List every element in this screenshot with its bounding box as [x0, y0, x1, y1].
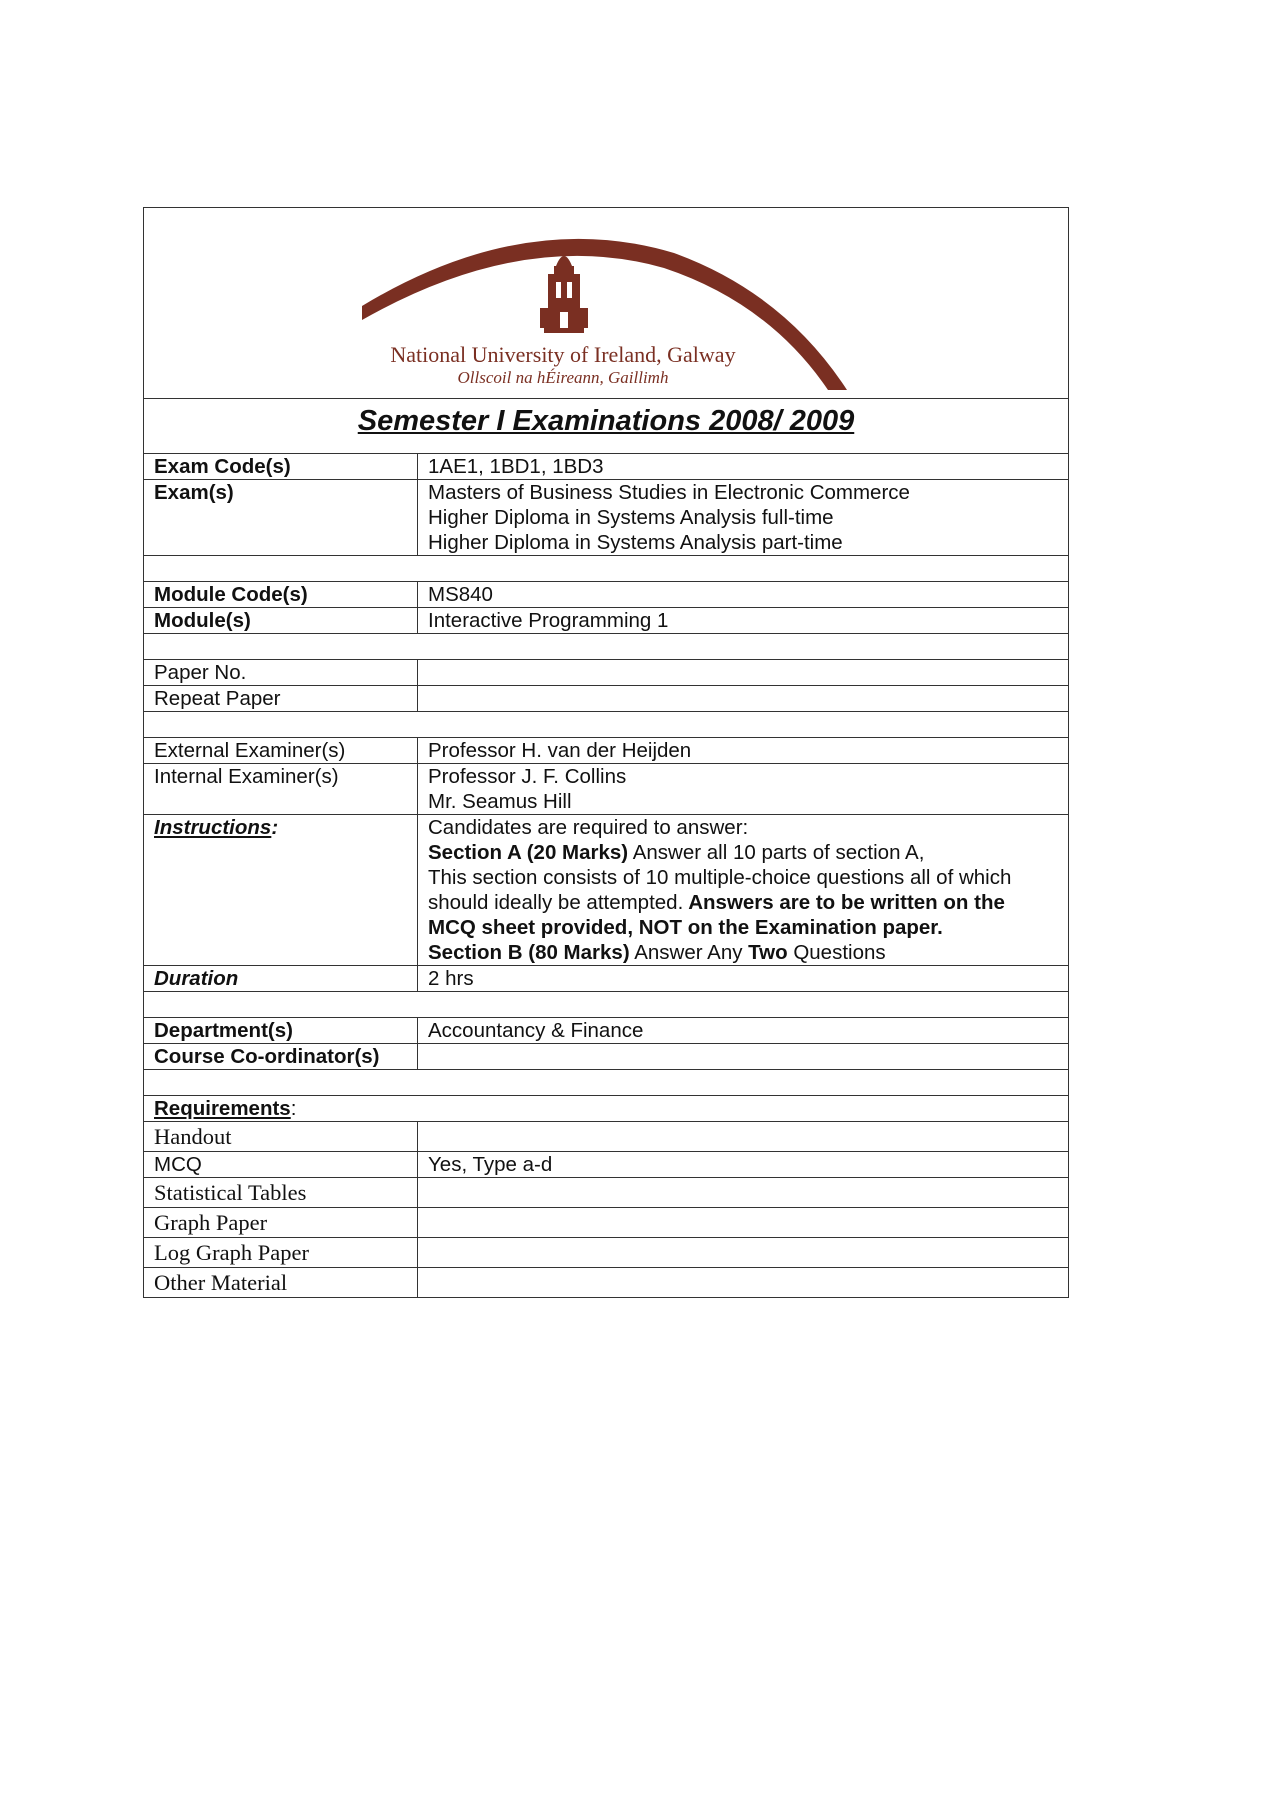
exams-row [144, 480, 1068, 556]
logo-cell [144, 208, 1068, 399]
requirements-heading-cell [144, 1096, 1068, 1122]
requirements-heading-row [144, 1096, 1068, 1122]
module-name-value: Interactive Programming 1 [418, 608, 1069, 634]
requirement-value [418, 1208, 1069, 1238]
exam-code-label: Exam Code(s) [144, 454, 418, 480]
coordinator-row [144, 1044, 1068, 1070]
exam-code-value: 1AE1, 1BD1, 1BD3 [418, 454, 1069, 480]
instructions-value [418, 815, 1069, 966]
duration-row [144, 966, 1068, 992]
coordinator-value [418, 1044, 1069, 1070]
requirement-value: Yes, Type a-d [418, 1152, 1069, 1178]
department-value: Accountancy & Finance [418, 1018, 1069, 1044]
instructions-label: Instructions [154, 816, 272, 839]
requirement-name: Statistical Tables [144, 1178, 418, 1208]
instructions-label-suffix: : [271, 816, 279, 839]
module-name-row [144, 608, 1068, 634]
requirement-name: Other Material [144, 1268, 418, 1298]
paper-number-row [144, 660, 1068, 686]
requirements-label-suffix: : [290, 1097, 297, 1120]
coordinator-label: Course Co-ordinator(s) [144, 1044, 418, 1070]
instructions-row [144, 815, 1068, 966]
university-logo [144, 208, 1070, 398]
exam-name: Masters of Business Studies in Electronic Commerce [428, 481, 910, 504]
requirement-name: Graph Paper [144, 1208, 418, 1238]
internal-examiner-row [144, 764, 1068, 815]
requirement-name: Log Graph Paper [144, 1238, 418, 1268]
internal-examiner-name: Mr. Seamus Hill [428, 790, 572, 813]
requirement-value [418, 1268, 1069, 1298]
external-examiner-row [144, 738, 1068, 764]
requirement-row [144, 1238, 1068, 1268]
duration-value: 2 hrs [418, 966, 1069, 992]
instructions-label-cell [144, 815, 418, 966]
requirement-row [144, 1208, 1068, 1238]
page-title: Semester I Examinations 2008/ 2009 [357, 405, 855, 437]
requirement-row [144, 1122, 1068, 1152]
section-b-end: Questions [787, 941, 886, 964]
department-row [144, 1018, 1068, 1044]
repeat-paper-value [418, 686, 1069, 712]
paper-number-label: Paper No. [144, 660, 418, 686]
spacer-row [144, 634, 1068, 660]
cover-frame [143, 207, 1069, 1298]
university-irish-name: Ollscoil na hÉireann, Gaillimh [457, 368, 669, 387]
module-code-label: Module Code(s) [144, 582, 418, 608]
spacer-row [144, 992, 1068, 1018]
paper-number-value [418, 660, 1069, 686]
module-code-row [144, 582, 1068, 608]
section-a-note: Answers are to be written on the MCQ sheet provided, NOT on the Examination paper. [428, 891, 1005, 939]
requirement-value [418, 1122, 1069, 1152]
requirement-name: Handout [144, 1122, 418, 1152]
spacer-row [144, 556, 1068, 582]
section-b-line [428, 940, 1058, 965]
section-a-text: Answer all 10 parts of section A, [628, 841, 925, 864]
section-a-line [428, 840, 1058, 865]
exam-name: Higher Diploma in Systems Analysis full-time [428, 506, 834, 529]
external-examiner-value: Professor H. van der Heijden [418, 738, 1069, 764]
internal-examiner-label: Internal Examiner(s) [144, 764, 418, 815]
requirement-row [144, 1178, 1068, 1208]
requirement-name: MCQ [144, 1152, 418, 1178]
section-b-count: Two [748, 941, 788, 964]
internal-examiner-name: Professor J. F. Collins [428, 765, 627, 788]
exam-details-table [144, 454, 1068, 1298]
section-a-heading: Section A (20 Marks) [428, 841, 629, 864]
section-b-heading: Section B (80 Marks) [428, 941, 630, 964]
section-a-description: This section consists of 10 multiple-choice questions all of which should ideally be attempted. [428, 866, 1012, 914]
repeat-paper-row [144, 686, 1068, 712]
exams-label: Exam(s) [144, 480, 418, 556]
instructions-intro: Candidates are required to answer: [428, 816, 749, 839]
exam-name: Higher Diploma in Systems Analysis part-time [428, 531, 843, 554]
spacer-row [144, 1070, 1068, 1096]
title-row [144, 399, 1068, 454]
requirement-value [418, 1178, 1069, 1208]
duration-label: Duration [144, 966, 418, 992]
exam-cover-sheet [143, 207, 1069, 1298]
exams-value [418, 480, 1069, 556]
module-name-label: Module(s) [144, 608, 418, 634]
internal-examiner-value [418, 764, 1069, 815]
requirements-label: Requirements [154, 1097, 291, 1120]
department-label: Department(s) [144, 1018, 418, 1044]
section-b-text: Answer Any [629, 941, 749, 964]
requirement-row [144, 1152, 1068, 1178]
module-code-value: MS840 [418, 582, 1069, 608]
requirement-row [144, 1268, 1068, 1298]
external-examiner-label: External Examiner(s) [144, 738, 418, 764]
repeat-paper-label: Repeat Paper [144, 686, 418, 712]
requirement-value [418, 1238, 1069, 1268]
university-name: National University of Ireland, Galway [390, 342, 736, 367]
exam-code-row [144, 454, 1068, 480]
section-a-description-block [428, 865, 1058, 940]
spacer-row [144, 712, 1068, 738]
